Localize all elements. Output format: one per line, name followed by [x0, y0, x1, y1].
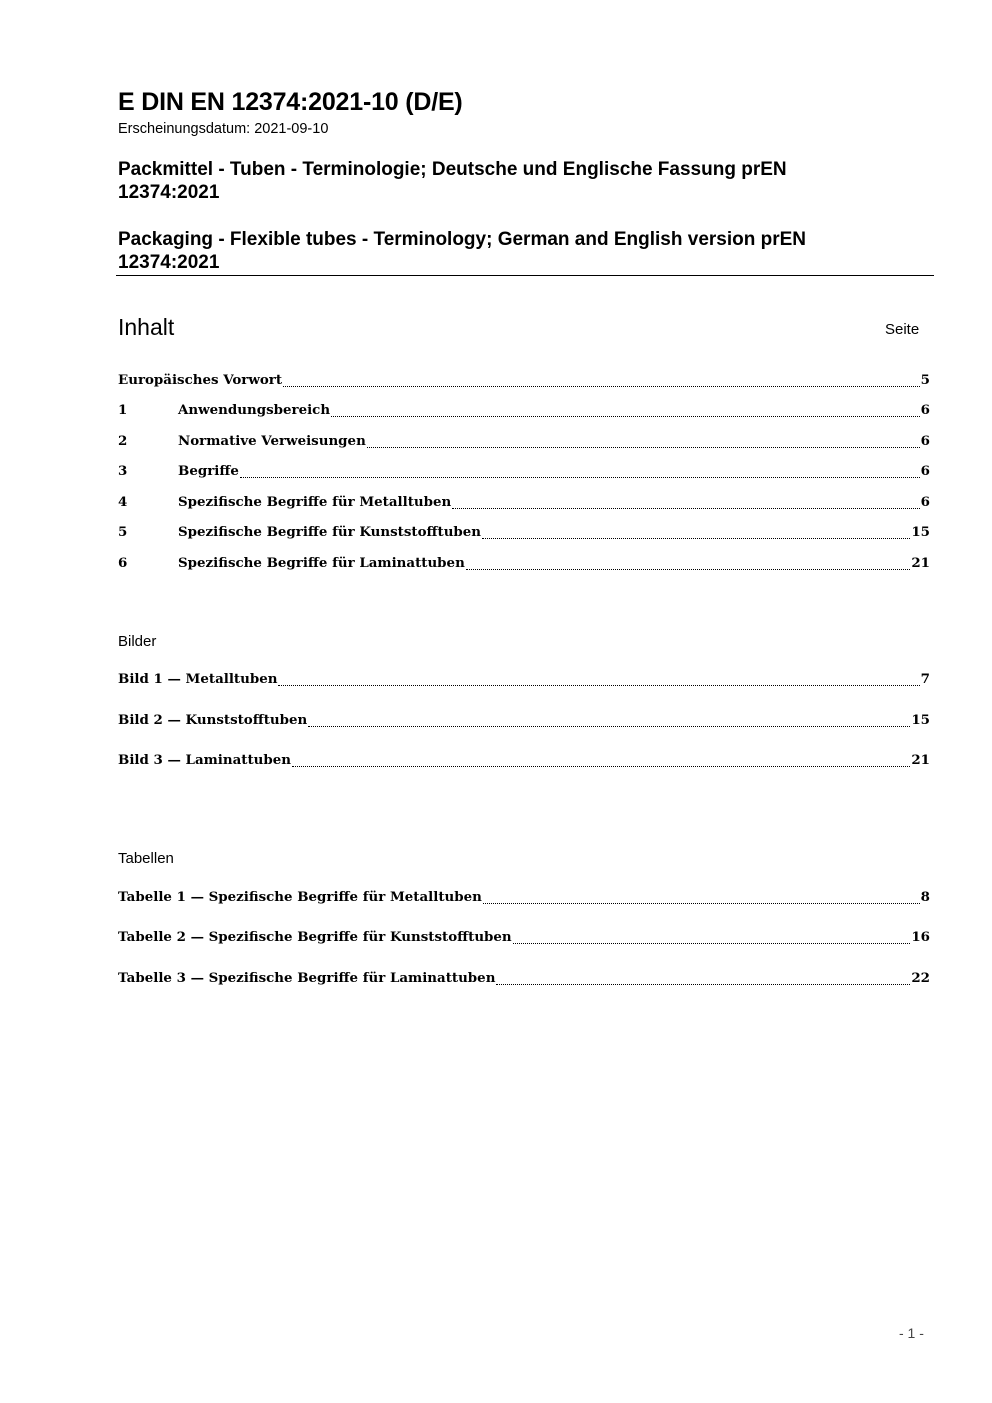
- table-entry-title: Tabelle 1 — Spezifische Begriffe für Metalltuben: [118, 889, 482, 905]
- toc-entry-number: 6: [118, 555, 128, 571]
- toc-entry-foreword[interactable]: [118, 372, 930, 392]
- toc-entry-page: 15: [911, 524, 930, 540]
- figure-entry-title: Bild 1 — Metalltuben: [118, 671, 278, 687]
- figure-entry-page: 21: [911, 752, 930, 768]
- toc-entry-6[interactable]: [118, 555, 930, 575]
- tables-heading: Tabellen: [118, 850, 174, 867]
- title-english: Packaging - Flexible tubes - Terminology; German and English version prEN 12374:2021: [118, 229, 807, 273]
- toc-entry-number: 1: [118, 402, 128, 418]
- figure-entry-3[interactable]: [118, 752, 930, 772]
- dot-leader: [483, 902, 920, 904]
- figure-entry-1[interactable]: [118, 671, 930, 691]
- dot-leader: [496, 983, 910, 985]
- toc-entry-2[interactable]: [118, 433, 930, 453]
- publication-date: Erscheinungsdatum: 2021-09-10: [118, 121, 329, 137]
- table-entry-title: Tabelle 3 — Spezifische Begriffe für Laminattuben: [118, 970, 496, 986]
- figure-entry-title: Bild 3 — Laminattuben: [118, 752, 292, 768]
- toc-entry-title: Spezifische Begriffe für Kunststofftuben: [178, 524, 482, 540]
- toc-entry-page: 21: [911, 555, 930, 571]
- table-entry-3[interactable]: [118, 970, 930, 990]
- table-entry-page: 8: [920, 889, 930, 905]
- toc-entry-page: 6: [920, 402, 930, 418]
- figure-entry-page: 7: [920, 671, 930, 687]
- toc-entry-5[interactable]: [118, 524, 930, 544]
- dot-leader: [278, 684, 919, 686]
- dot-leader: [283, 385, 920, 387]
- toc-entry-page: 6: [920, 433, 930, 449]
- toc-heading: Inhalt: [118, 314, 175, 340]
- toc-entry-number: 5: [118, 524, 128, 540]
- dot-leader: [466, 568, 911, 570]
- toc-entry-1[interactable]: [118, 402, 930, 422]
- page-number: - 1 -: [899, 1325, 924, 1341]
- table-entry-2[interactable]: [118, 929, 930, 949]
- toc-entry-4[interactable]: [118, 494, 930, 514]
- table-entry-page: 22: [911, 970, 930, 986]
- dot-leader: [513, 942, 911, 944]
- toc-entry-page: 6: [920, 494, 930, 510]
- toc-entry-title: Europäisches Vorwort: [118, 372, 283, 388]
- toc-entry-number: 3: [118, 463, 128, 479]
- toc-entry-number: 2: [118, 433, 128, 449]
- figures-heading: Bilder: [118, 633, 157, 650]
- toc-entry-title: Anwendungsbereich: [178, 402, 331, 418]
- dot-leader: [482, 537, 910, 539]
- dot-leader: [331, 415, 920, 417]
- dot-leader: [452, 507, 919, 509]
- dot-leader: [292, 765, 910, 767]
- toc-page-label: Seite: [885, 321, 920, 338]
- table-entry-title: Tabelle 2 — Spezifische Begriffe für Kunststofftuben: [118, 929, 512, 945]
- document-title: E DIN EN 12374:2021-10 (D/E): [118, 88, 463, 116]
- dot-leader: [240, 476, 920, 478]
- figure-entry-page: 15: [911, 712, 930, 728]
- table-entry-1[interactable]: [118, 889, 930, 909]
- header-divider: [116, 275, 934, 276]
- toc-entry-3[interactable]: [118, 463, 930, 483]
- title-german: Packmittel - Tuben - Terminologie; Deutsche und Englische Fassung prEN 12374:2021: [118, 159, 787, 203]
- figure-entry-title: Bild 2 — Kunststofftuben: [118, 712, 308, 728]
- toc-entry-title: Spezifische Begriffe für Metalltuben: [178, 494, 452, 510]
- toc-entry-page: 6: [920, 463, 930, 479]
- toc-entry-number: 4: [118, 494, 128, 510]
- table-entry-page: 16: [911, 929, 930, 945]
- dot-leader: [308, 725, 910, 727]
- figure-entry-2[interactable]: [118, 712, 930, 732]
- dot-leader: [367, 446, 920, 448]
- toc-entry-page: 5: [920, 372, 930, 388]
- toc-entry-title: Begriffe: [178, 463, 239, 479]
- toc-entry-title: Spezifische Begriffe für Laminattuben: [178, 555, 465, 571]
- toc-entry-title: Normative Verweisungen: [178, 433, 366, 449]
